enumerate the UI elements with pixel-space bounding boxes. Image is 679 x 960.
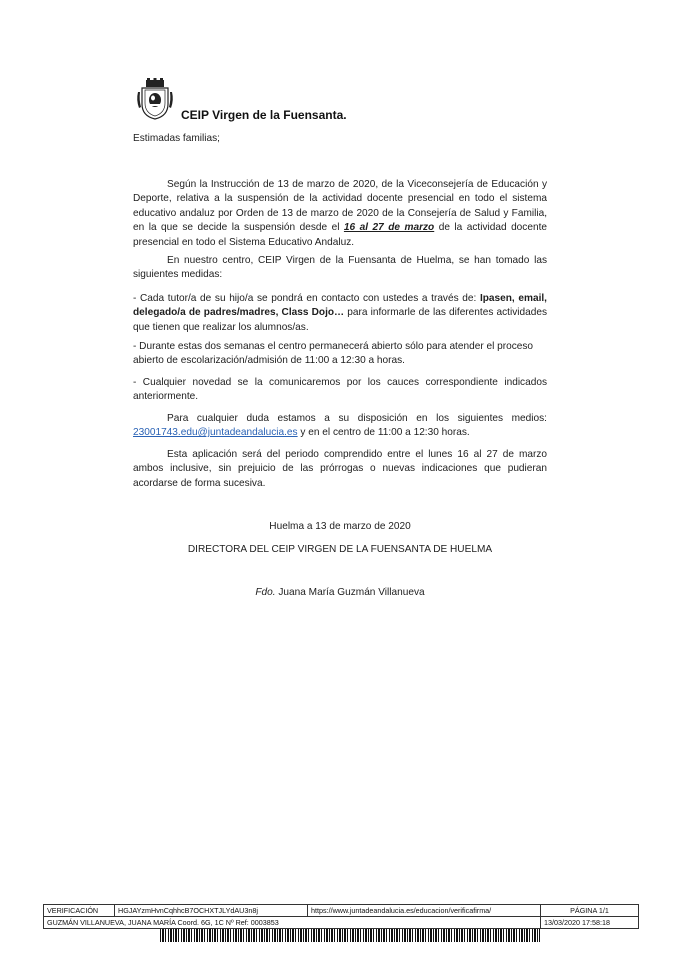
barcode xyxy=(160,929,540,942)
email-link[interactable]: 23001743.edu@juntadeandalucia.es xyxy=(133,427,298,439)
measure-item-tutors xyxy=(133,292,547,335)
measure-item-center-open: - Durante estas dos semanas el centro permanecerá abierto sólo para atender el proceso abierto de escolarización/admisión de 11:00 a 12:30 a horas. xyxy=(133,341,534,367)
place-date: Huelma a 13 de marzo de 2020 xyxy=(269,521,411,532)
paragraph-measures-intro: En nuestro centro, CEIP Virgen de la Fuensanta de Huelma, se han tomado las siguientes medidas: xyxy=(133,255,547,281)
signer-name: Juana María Guzmán Villanueva xyxy=(275,587,425,598)
verification-footer xyxy=(43,904,639,929)
fdo-label: Fdo. xyxy=(255,587,276,598)
measure-item-tutors-text-1: - Cada tutor/a de su hijo/a se pondrá en contacto con ustedes a través de: xyxy=(133,293,480,304)
signature-timestamp: 13/03/2020 17:58:18 xyxy=(544,918,610,927)
suspension-dates: 16 al 27 de marzo xyxy=(343,222,435,234)
paragraph-contact-text-1: Para cualquier duda estamos a su disposición en los siguientes medios: xyxy=(167,413,547,424)
paragraph-instruction xyxy=(133,178,547,250)
paragraph-period: Esta aplicación será del periodo comprendido entre el lunes 16 al 27 de marzo ambos inclusive, sin prejuicio de las prórrogas o nuevas indicaciones que pudieran acordarse de forma sucesiva. xyxy=(133,449,547,489)
paragraph-contact-text-2: y en el centro de 11:00 a 12:30 horas. xyxy=(297,427,470,439)
verification-label: VERIFICACIÓN xyxy=(44,905,115,916)
paragraph-contact xyxy=(133,412,547,441)
signer-row xyxy=(43,916,639,929)
page-number: PÁGINA 1/1 xyxy=(570,906,609,915)
contact-channels: Ipasen, email, delegado/a de padres/madres, Class Dojo… xyxy=(133,293,547,319)
verification-code: HGJAYzmHvnCqhhcB7OCHXTJLYdAU3n8j xyxy=(115,905,308,916)
measure-item-tutors-text-2: para informarle de las diferentes actividades que tienen que realizar los alumnos/as. xyxy=(133,307,547,333)
greeting: Estimadas familias; xyxy=(133,133,220,144)
measure-item-news: - Cualquier novedad se la comunicaremos por los cauces correspondiente indicados anteriormente. xyxy=(133,377,547,403)
verification-row xyxy=(43,904,639,916)
paragraph-instruction-text-1: Según la Instrucción de 13 de marzo de 2020, de la Viceconsejería de Educación y Deporte, relativa a la suspensión de la actividad docente presencial en todo el sistema educativo andaluz por Orden de 13 de marzo de 2020 de la Consejería de Salud y Familia, en la que se decide la suspensión desde el xyxy=(133,179,547,234)
school-name: CEIP Virgen de la Fuensanta. xyxy=(181,108,347,122)
verification-url[interactable]: https://www.juntadeandalucia.es/educacion/verificafirma/ xyxy=(308,905,541,916)
paragraph-instruction-text-2: de la actividad docente presencial en todo el Sistema Educativo Andaluz. xyxy=(133,222,547,248)
signer-title: DIRECTORA DEL CEIP VIRGEN DE LA FUENSANTA DE HUELMA xyxy=(187,544,493,555)
signature-line xyxy=(133,586,547,600)
school-crest-logo xyxy=(136,78,174,120)
signer-info: GUZMÁN VILLANUEVA, JUANA MARÍA Coord. 6G, 1C Nº Ref: 0003853 xyxy=(44,917,541,928)
